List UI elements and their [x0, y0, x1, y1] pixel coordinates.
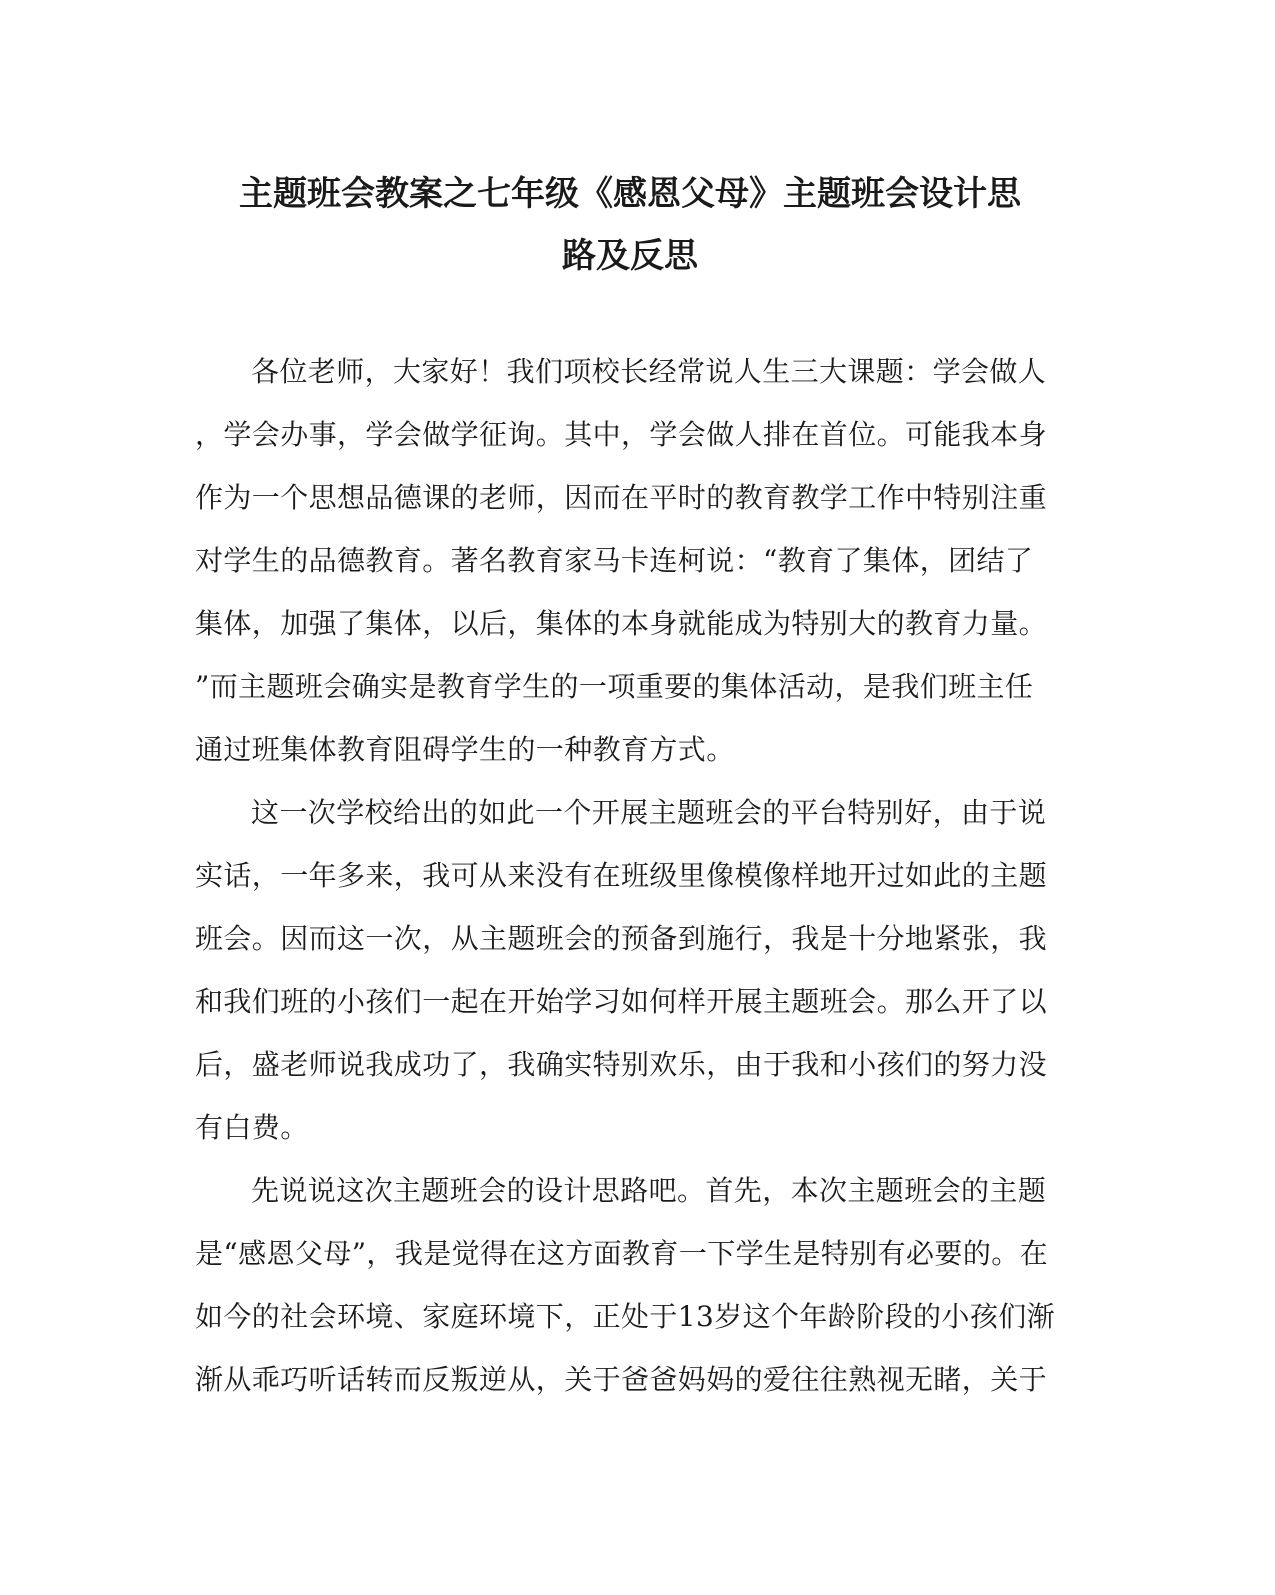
- title-line-1: 主题班会教案之七年级《感恩父母》主题班会设计思: [239, 174, 1021, 214]
- text-line: 这一次学校给出的如此一个开展主题班会的平台特别好，由于说: [251, 796, 1047, 829]
- text-line: 渐从乖巧听话转而反叛逆从，关于爸爸妈妈的爱往往熟视无睹，关于: [195, 1363, 1048, 1396]
- text-line: 对学生的品德教育。著名教育家马卡连柯说：“教育了集体，团结了: [195, 544, 1034, 577]
- text-line: 作为一个思想品德课的老师，因而在平时的教育教学工作中特别注重: [195, 481, 1048, 514]
- text-line: 和我们班的小孩们一起在开始学习如何样开展主题班会。那么开了以: [195, 985, 1048, 1018]
- text-line: 是“感恩父母”，我是觉得在这方面教育一下学生是特别有必要的。在: [195, 1237, 1049, 1270]
- document-title: [190, 163, 1070, 287]
- paragraph-3: [195, 1159, 1065, 1411]
- text-line: 有白费。: [195, 1111, 309, 1144]
- text-line: 先说说这次主题班会的设计思路吧。首先，本次主题班会的主题: [251, 1174, 1047, 1207]
- text-line: 实话，一年多来，我可从来没有在班级里像模像样地开过如此的主题: [195, 859, 1048, 892]
- text-line: ”而主题班会确实是教育学生的一项重要的集体活动，是我们班主任: [195, 670, 1034, 703]
- text-line: 后，盛老师说我成功了，我确实特别欢乐，由于我和小孩们的努力没: [195, 1048, 1048, 1081]
- text-line: 集体，加强了集体，以后，集体的本身就能成为特别大的教育力量。: [195, 607, 1048, 640]
- title-line-2: 路及反思: [562, 236, 698, 276]
- text-line: 通过班集体教育阻碍学生的一种教育方式。: [195, 733, 735, 766]
- paragraph-2: [195, 781, 1065, 1159]
- text-line: ，学会办事，学会做学征询。其中，学会做人排在首位。可能我本身: [195, 418, 1048, 451]
- document-body: [195, 340, 1065, 1411]
- text-line: 班会。因而这一次，从主题班会的预备到施行，我是十分地紧张，我: [195, 922, 1048, 955]
- text-line: 各位老师，大家好！我们项校长经常说人生三大课题：学会做人: [251, 355, 1047, 388]
- text-line: 如今的社会环境、家庭环境下，正处于13岁这个年龄阶段的小孩们渐: [195, 1300, 1056, 1333]
- paragraph-1: [195, 340, 1065, 781]
